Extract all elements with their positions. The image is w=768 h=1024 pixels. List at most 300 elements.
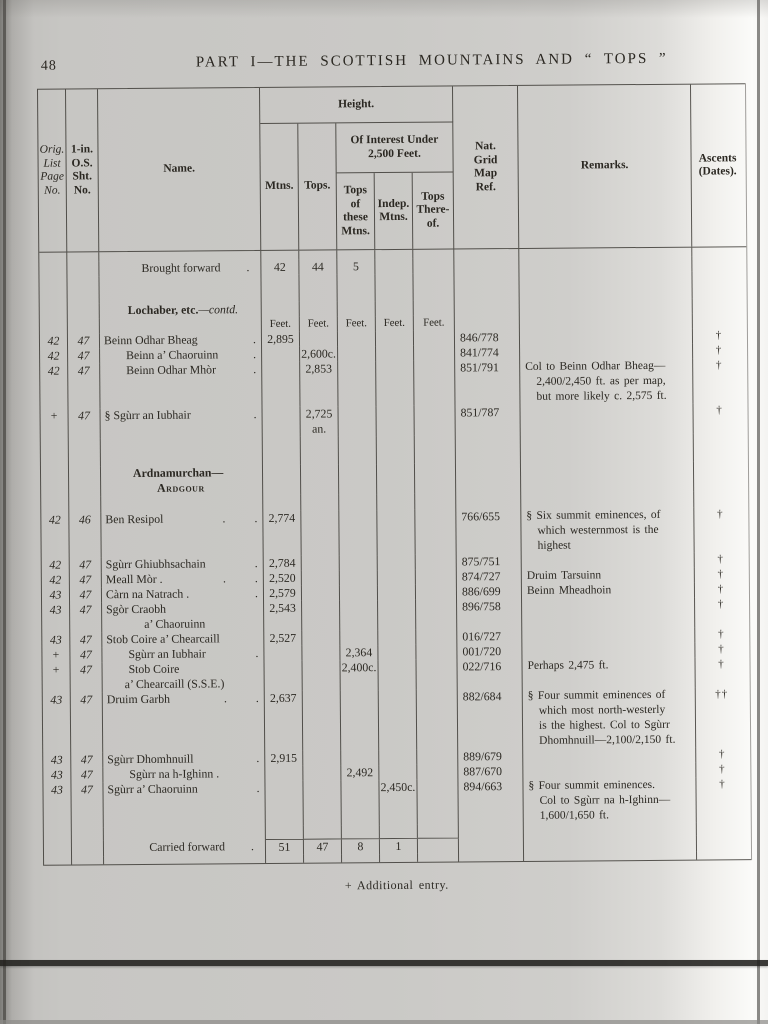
cell-os-sheet <box>72 856 104 864</box>
cell-grid-ref <box>456 435 521 464</box>
cell-grid-ref: 016/727 <box>457 629 522 645</box>
cell-height-tops <box>302 555 340 570</box>
page-right-edge <box>757 0 760 1024</box>
cell-indep-mtns <box>378 585 416 600</box>
cell-tops-of-these <box>337 250 375 259</box>
book-spine-edge <box>3 0 6 1024</box>
cell-ascents <box>694 461 746 491</box>
cell-name <box>101 407 263 438</box>
cell-remarks <box>519 257 692 273</box>
cell-height-mtns: 2,895 <box>262 332 300 347</box>
cell-grid-ref: 022/716 <box>457 659 522 690</box>
mountain-name: Sgùrr na h-Ighinn . <box>129 766 220 782</box>
cell-orig-page <box>41 439 69 467</box>
feet-unit-label: Feet. <box>338 316 376 331</box>
cell-os-sheet <box>69 438 101 466</box>
cell-ascents: † <box>718 628 725 641</box>
cell-tops-of-these <box>342 825 380 838</box>
cell-indep-mtns <box>380 825 418 838</box>
leader-dot: . <box>250 839 255 854</box>
cell-tops-thereof <box>414 330 455 345</box>
cell-grid-ref: 846/778 <box>455 330 520 346</box>
cell-indep-mtns <box>377 436 415 464</box>
cell-indep-mtns <box>378 660 416 690</box>
header-of-interest: Of Interest Under 2,500 Feet. <box>336 122 453 173</box>
cell-orig-page: 43 <box>43 753 71 768</box>
cell-indep-mtns <box>378 645 416 660</box>
cell-os-sheet <box>69 496 101 512</box>
cell-os-sheet: 47 <box>70 632 102 647</box>
row-label: Carried forward <box>149 839 226 854</box>
cell-grid-ref <box>459 837 524 854</box>
cell-remarks: Col to Beinn Odhar Bheag— 2,400/2,450 ft. as per map, but more likely c. 2,575 ft. <box>520 359 693 405</box>
mountain-name-continued: a’ Chearcaill (S.S.E.) <box>124 676 225 692</box>
cell-orig-page: 43 <box>43 783 71 828</box>
cell-name <box>101 511 263 557</box>
cell-orig-page: 43 <box>43 693 71 753</box>
cell-height-mtns: 2,527 <box>264 631 302 646</box>
header-tops: Tops. <box>298 123 337 249</box>
cell-orig-page: + <box>41 409 69 439</box>
cell-orig-page: 42 <box>42 573 70 588</box>
cell-height-tops <box>302 570 340 585</box>
cell-name <box>103 766 265 782</box>
cell-height-mtns <box>265 781 303 826</box>
cell-grid-ref: 851/791 <box>455 360 520 406</box>
mountain-name: Sgùrr a’ Chaoruinn <box>107 781 198 797</box>
mountain-name: Stob Coire <box>128 661 180 677</box>
cell-height-mtns: 2,637 <box>265 691 303 751</box>
cell-remarks <box>521 492 694 509</box>
cell-tops-of-these <box>339 436 377 464</box>
cell-os-sheet: 47 <box>70 602 102 632</box>
cell-ascents: † <box>717 598 725 611</box>
section-title: Ardnamurchan— <box>132 465 224 481</box>
cell-height-tops <box>303 690 341 750</box>
cell-remarks <box>521 462 694 493</box>
cell-height-tops <box>302 600 340 630</box>
cell-ascents: † <box>715 329 723 342</box>
cell-height-tops <box>302 660 340 690</box>
cell-name <box>104 826 266 840</box>
cell-remarks <box>524 823 697 837</box>
mountain-name: § Sgùrr an Iubhair <box>104 407 191 423</box>
cell-tops-thereof <box>415 435 456 463</box>
scan-bottom-edge <box>0 1020 768 1024</box>
mountain-name: Druim Garbh <box>106 691 171 707</box>
cell-tops-thereof <box>416 569 457 584</box>
cell-orig-page <box>40 304 68 319</box>
mountain-name: Stob Coire a’ Chearcaill <box>106 631 220 647</box>
cell-grid-ref: 874/727 <box>457 569 522 585</box>
cell-ascents <box>693 313 745 328</box>
cell-name <box>103 691 265 752</box>
cell-height-mtns <box>263 495 301 511</box>
leader-dot: . <box>246 260 250 275</box>
cell-name <box>102 631 264 647</box>
cell-name <box>104 855 266 864</box>
cell-orig-page: 43 <box>42 633 70 648</box>
cell-orig-page: 42 <box>42 558 70 573</box>
cell-ascents: † <box>717 553 725 566</box>
cell-name <box>100 332 262 348</box>
table-row <box>43 777 750 828</box>
cell-tops-thereof <box>417 749 458 764</box>
cell-tops-of-these <box>341 750 379 765</box>
cell-indep-mtns <box>377 510 415 555</box>
cell-indep-mtns <box>376 406 414 436</box>
cell-os-sheet: 46 <box>69 512 101 557</box>
cell-indep-mtns <box>378 600 416 630</box>
cell-os-sheet: 47 <box>70 572 102 587</box>
cell-height-mtns: 51 <box>266 839 304 855</box>
mountain-name: Beinn Odhar Bheag <box>103 332 198 348</box>
cell-os-sheet <box>69 466 101 496</box>
cell-height-tops: 47 <box>304 838 342 854</box>
leader-dot: . <box>253 362 257 377</box>
cell-name <box>102 601 264 632</box>
leader-dot: . . <box>222 511 258 526</box>
cell-orig-page: 43 <box>42 588 70 603</box>
cell-indep-mtns <box>375 274 413 301</box>
cell-tops-of-these: 8 <box>342 838 380 854</box>
cell-name <box>101 495 263 512</box>
cell-tops-of-these: 5 <box>337 259 375 274</box>
cell-tops-of-these <box>339 464 377 494</box>
cell-ascents: † <box>718 748 726 761</box>
mountain-name: Càrn na Natrach . <box>105 586 190 602</box>
table-header <box>38 83 746 253</box>
cell-os-sheet: 47 <box>68 363 100 408</box>
cell-os-sheet: 47 <box>68 348 100 363</box>
cell-os-sheet: 47 <box>71 662 103 692</box>
cell-height-tops <box>303 765 341 780</box>
cell-orig-page <box>44 828 72 841</box>
mountain-name-continued: a’ Chaoruinn <box>144 616 206 631</box>
header-tops-thereof: Tops There- of. <box>413 172 455 248</box>
cell-name <box>102 556 264 572</box>
cell-indep-mtns <box>376 331 414 346</box>
cell-ascents: †† <box>715 688 729 701</box>
cell-remarks: Perhaps 2,475 ft. <box>522 658 695 689</box>
cell-tops-thereof <box>418 824 459 837</box>
cell-height-mtns <box>264 646 302 661</box>
leader-dot: . <box>254 556 258 571</box>
cell-orig-page: 42 <box>40 364 68 409</box>
cell-indep-mtns <box>376 301 414 316</box>
cell-orig-page <box>40 319 68 334</box>
cell-height-mtns <box>266 855 304 863</box>
footnote: + Additional entry. <box>344 877 449 893</box>
cell-orig-page: 42 <box>40 334 68 349</box>
cell-tops-thereof <box>418 853 459 861</box>
cell-name <box>99 260 261 276</box>
cell-name <box>100 362 262 408</box>
cell-tops-thereof <box>414 300 455 315</box>
cell-remarks <box>522 643 695 659</box>
cell-height-mtns <box>262 302 300 317</box>
cell-height-mtns <box>261 251 299 260</box>
cell-remarks: § Four summit eminences. Col to Sgùrr na h-Ighinn— 1,600/1,650 ft. <box>523 778 696 824</box>
feet-unit-label: Feet. <box>414 315 455 330</box>
cell-indep-mtns: 2,450c. <box>379 780 417 825</box>
cell-indep-mtns <box>378 555 416 570</box>
header-name: Name. <box>98 88 261 251</box>
leader-dot: . <box>253 407 257 422</box>
cell-grid-ref <box>455 315 520 331</box>
cell-ascents: † <box>715 344 723 357</box>
cell-remarks <box>520 314 693 330</box>
cell-name <box>101 437 263 466</box>
cell-orig-page <box>39 253 67 262</box>
cell-name <box>99 275 261 303</box>
cell-name <box>103 781 265 827</box>
cell-tops-thereof <box>416 599 457 629</box>
cell-ascents <box>694 491 746 507</box>
cell-tops-thereof <box>417 764 458 779</box>
cell-indep-mtns <box>378 630 416 645</box>
cell-name <box>103 751 265 767</box>
cell-orig-page <box>39 277 67 304</box>
cell-tops-thereof <box>415 509 456 554</box>
mountain-name: Beinn a’ Chaoruinn <box>126 347 219 363</box>
cell-name <box>101 465 263 496</box>
cell-remarks <box>524 852 697 861</box>
cell-name <box>103 661 265 692</box>
cell-ascents: † <box>719 778 726 791</box>
cell-name <box>100 302 262 318</box>
cell-height-tops <box>299 250 337 259</box>
cell-orig-page: 43 <box>42 603 70 633</box>
cell-tops-thereof <box>418 837 459 853</box>
leader-dot: . . <box>223 691 259 706</box>
cell-orig-page <box>41 497 69 513</box>
cell-indep-mtns <box>376 346 414 361</box>
cell-remarks <box>520 344 693 360</box>
cell-tops-of-these: 2,492 <box>341 765 379 780</box>
feet-unit-label: Feet. <box>262 317 300 332</box>
cell-os-sheet: 47 <box>71 767 103 782</box>
cell-height-tops <box>301 510 339 555</box>
cell-remarks: Beinn Mheadhoin <box>522 583 695 599</box>
cell-height-tops <box>303 750 341 765</box>
cell-orig-page <box>44 841 72 857</box>
cell-remarks: § Six summit eminences, of which westernmost is the highest <box>521 508 694 554</box>
cell-os-sheet <box>67 252 99 261</box>
cell-grid-ref <box>456 493 521 510</box>
cell-tops-of-these <box>338 346 376 361</box>
cell-height-tops <box>304 854 342 862</box>
feet-unit-label: Feet. <box>300 316 338 331</box>
cell-orig-page: 42 <box>41 513 69 558</box>
cell-tops-of-these <box>342 854 380 862</box>
cell-os-sheet: 47 <box>68 333 100 348</box>
cell-os-sheet <box>72 827 104 840</box>
cell-height-tops <box>302 585 340 600</box>
cell-height-mtns: 2,915 <box>265 751 303 766</box>
mountain-table <box>37 83 752 866</box>
cell-tops-thereof <box>416 584 457 599</box>
cell-os-sheet: 47 <box>71 692 103 752</box>
cell-height-mtns: 2,784 <box>264 556 302 571</box>
cell-height-tops <box>304 825 342 838</box>
cell-height-mtns: 2,543 <box>264 601 302 631</box>
cell-tops-thereof <box>416 644 457 659</box>
cell-remarks <box>522 598 695 629</box>
cell-remarks <box>522 553 695 569</box>
cell-tops-of-these: 2,364 <box>340 645 378 660</box>
cell-tops-of-these <box>338 301 376 316</box>
cell-tops-of-these <box>339 510 377 555</box>
cell-tops-of-these <box>340 555 378 570</box>
header-indep-mtns: Indep. Mtns. <box>375 173 414 249</box>
cell-height-tops <box>302 645 340 660</box>
cell-ascents <box>697 851 749 859</box>
cell-tops-of-these <box>338 361 376 406</box>
cell-grid-ref: 001/720 <box>457 644 522 660</box>
page-bottom-shadow <box>0 960 768 966</box>
cell-grid-ref: 882/684 <box>458 689 523 750</box>
header-tops-of-these: Tops of these Mtns. <box>337 173 376 249</box>
cell-tops-of-these <box>341 780 379 825</box>
cell-name <box>100 347 262 363</box>
cell-grid-ref <box>454 273 519 301</box>
header-mtns: Mtns. <box>260 124 299 250</box>
cell-indep-mtns <box>379 750 417 765</box>
cell-os-sheet <box>68 303 100 318</box>
cell-name <box>104 839 266 856</box>
header-height: Height. <box>260 86 453 124</box>
cell-grid-ref: 886/699 <box>457 584 522 600</box>
mountain-name: Sgùrr an Iubhair <box>128 646 206 662</box>
cell-os-sheet <box>72 840 104 856</box>
mountain-name: Sgòr Craobh <box>106 601 167 617</box>
table-body <box>39 247 751 866</box>
cell-remarks <box>520 299 693 315</box>
table-row <box>43 687 750 753</box>
cell-height-mtns <box>264 661 302 691</box>
cell-ascents <box>697 822 749 835</box>
cell-grid-ref <box>454 258 519 274</box>
header-orig-list-page: Orig. List Page No. <box>38 90 67 252</box>
cell-indep-mtns <box>376 361 414 406</box>
page-title: PART I—THE SCOTTISH MOUNTAINS AND “ TOPS ” <box>195 50 668 71</box>
mountain-name: Meall Mòr . <box>105 571 163 587</box>
cell-tops-of-these <box>341 690 379 750</box>
header-remarks: Remarks. <box>518 85 692 248</box>
cell-indep-mtns <box>375 250 413 259</box>
cell-ascents: † <box>717 568 725 581</box>
header-os-sheet: 1-in. O.S. Sht. No. <box>66 89 99 251</box>
section-subtitle: Ardgour <box>157 480 205 495</box>
mountain-name: Beinn Odhar Mhòr <box>126 362 217 378</box>
cell-ascents: † <box>717 583 725 596</box>
cell-remarks <box>523 748 696 764</box>
cell-height-tops: 2,600c. <box>300 346 338 361</box>
cell-grid-ref: 889/679 <box>458 749 523 765</box>
cell-os-sheet <box>67 276 99 303</box>
cell-ascents <box>697 835 749 851</box>
cell-indep-mtns <box>379 765 417 780</box>
cell-indep-mtns <box>379 690 417 750</box>
cell-height-tops <box>300 331 338 346</box>
cell-height-tops: 44 <box>299 259 337 274</box>
cell-orig-page: 43 <box>43 768 71 783</box>
cell-height-tops <box>301 464 339 494</box>
leader-dot: . . <box>222 571 258 586</box>
cell-grid-ref <box>459 824 524 838</box>
mountain-name: Sgùrr Ghiubhsachain <box>105 556 206 572</box>
cell-os-sheet: 47 <box>71 752 103 767</box>
leader-dot: . <box>256 751 260 766</box>
cell-height-mtns: 2,520 <box>264 571 302 586</box>
cell-grid-ref <box>459 853 524 862</box>
cell-remarks: § Four summit eminences of which most north-westerly is the highest. Col to Sgùrr Dhomhnuill—2,100/2,150 ft. <box>523 688 696 749</box>
cell-height-tops <box>301 494 339 510</box>
cell-grid-ref: 851/787 <box>455 405 520 436</box>
cell-height-mtns <box>263 465 301 495</box>
cell-tops-of-these <box>340 630 378 645</box>
cell-grid-ref: 894/663 <box>458 779 523 825</box>
cell-height-mtns <box>266 826 304 839</box>
mountain-name: Ben Resipol <box>105 511 164 527</box>
cell-indep-mtns <box>378 570 416 585</box>
cell-tops-thereof <box>416 629 457 644</box>
cell-os-sheet <box>67 261 99 276</box>
cell-remarks <box>521 434 694 463</box>
cell-orig-page: + <box>42 648 70 663</box>
cell-height-mtns: 2,774 <box>263 511 301 556</box>
cell-grid-ref: 841/774 <box>455 345 520 361</box>
table-row <box>41 507 748 558</box>
cell-tops-thereof <box>414 345 455 360</box>
cell-height-tops: 2,725 an. <box>301 406 339 436</box>
cell-tops-of-these <box>338 331 376 346</box>
section-title: Lochaber, etc. <box>127 302 199 318</box>
cell-height-mtns <box>262 347 300 362</box>
cell-os-sheet: 47 <box>69 408 101 438</box>
cell-height-mtns: 2,579 <box>264 586 302 601</box>
cell-remarks <box>520 404 693 435</box>
feet-unit-label: Feet. <box>376 316 414 331</box>
cell-height-tops <box>300 301 338 316</box>
cell-ascents <box>692 256 744 271</box>
cell-height-tops: 2,853 <box>300 361 338 406</box>
cell-tops-thereof <box>416 659 457 689</box>
cell-height-tops <box>302 630 340 645</box>
cell-tops-thereof <box>413 258 454 273</box>
cell-grid-ref: 875/751 <box>457 554 522 570</box>
cell-orig-page <box>44 857 72 865</box>
cell-height-tops <box>299 274 337 301</box>
cell-indep-mtns <box>375 259 413 274</box>
cell-tops-of-these <box>339 494 377 510</box>
table-row <box>40 358 747 409</box>
cell-ascents <box>692 271 744 298</box>
leader-dot: . <box>256 781 260 796</box>
cell-tops-of-these <box>340 600 378 630</box>
leader-dot: . <box>255 646 259 661</box>
cell-orig-page: 42 <box>40 349 68 364</box>
header-ascents: Ascents (Dates). <box>698 151 737 178</box>
cell-remarks: Druim Tarsuinn <box>522 568 695 584</box>
cell-ascents: † <box>715 359 723 372</box>
cell-os-sheet: 47 <box>70 557 102 572</box>
cell-ascents: † <box>718 643 725 656</box>
cell-height-mtns: 42 <box>261 260 299 275</box>
row-label: Brought forward <box>141 260 221 275</box>
cell-height-mtns <box>263 437 301 465</box>
